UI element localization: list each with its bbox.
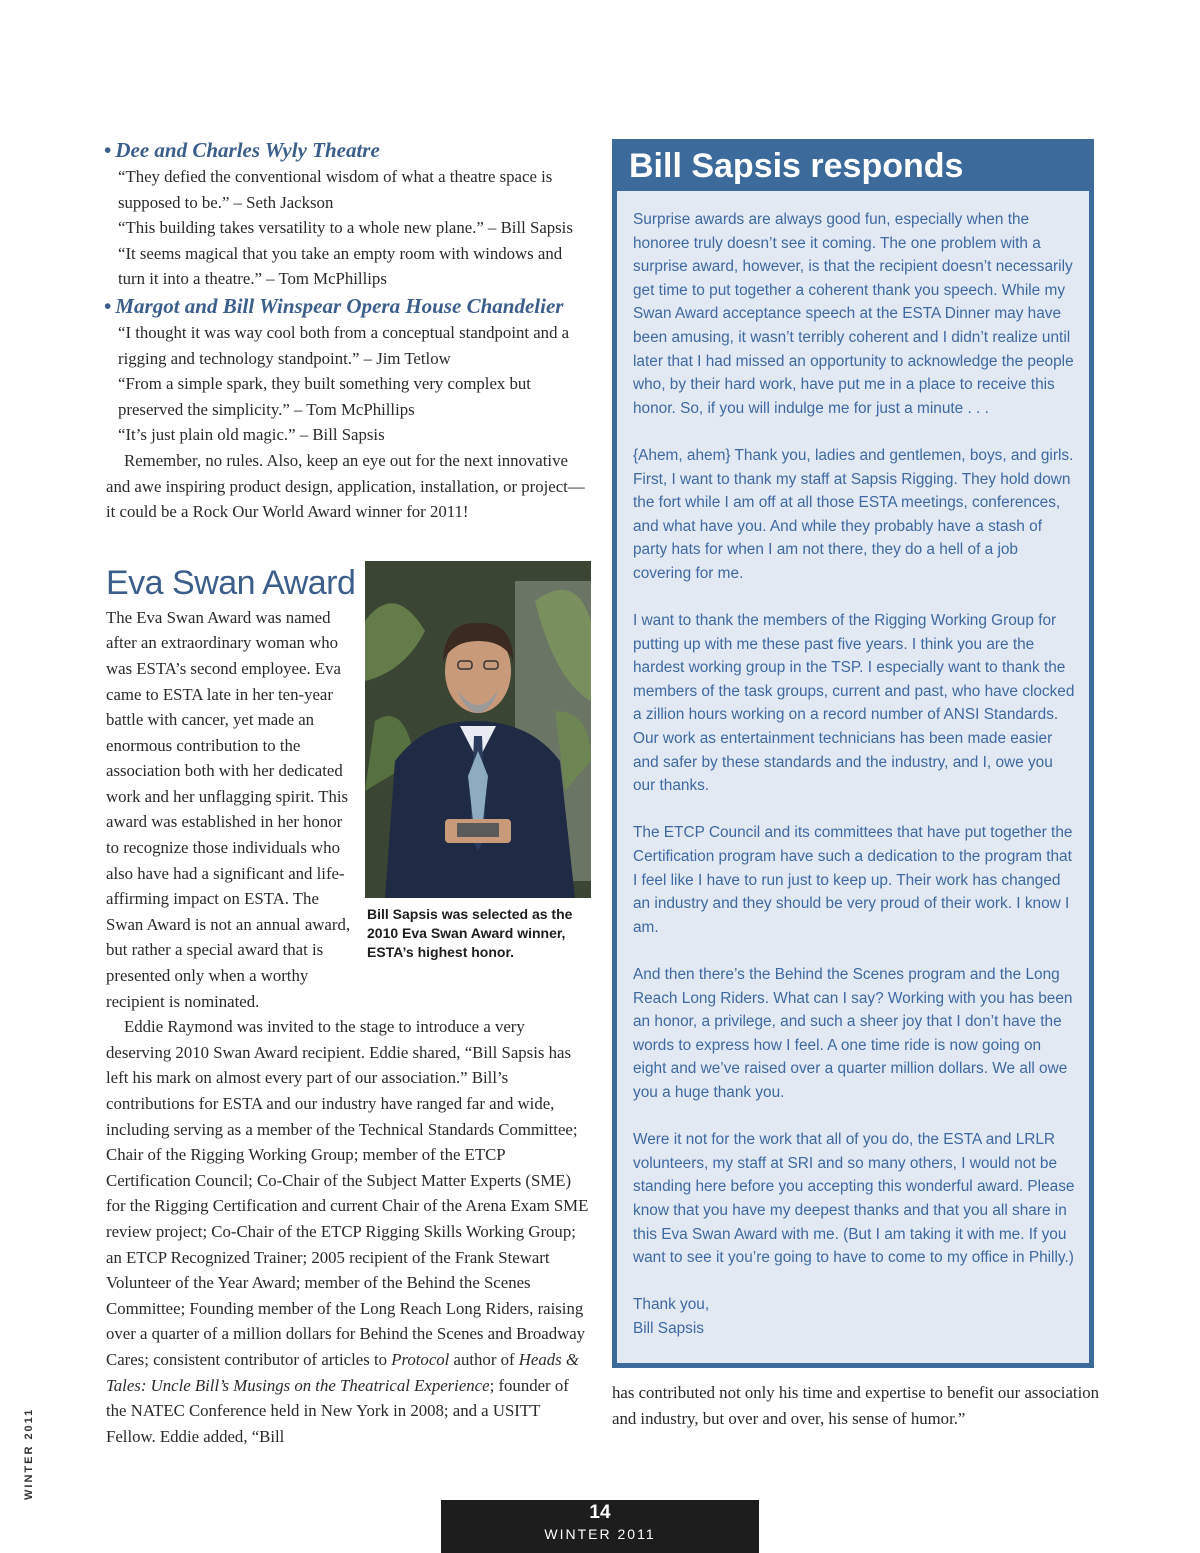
sidebar-body [617, 191, 1089, 1363]
sidebar-paragraph: Were it not for the work that all of you do, the ESTA and LRLR volunteers, my staff at SRI and so many others, I would not be standing here before you accepting this wonderful award. Please know that you have my deepest thanks and that you all share in this Eva Swan Award with me. (But I am taking it with me. If you want to see it you’re going to have to come to my office in Philly.) [633, 1131, 1075, 1267]
photo-figure [365, 561, 591, 962]
photo-caption: Bill Sapsis was selected as the 2010 Eva Swan Award winner, ESTA’s highest honor. [367, 905, 573, 960]
closing-paragraph: Remember, no rules. Also, keep an eye out for the next innovative and awe inspiring product design, application, installation, or project—it could be a Rock Our World Award winner for 2011! [106, 450, 585, 522]
sidebar-paragraph: Surprise awards are always good fun, especially when the honoree truly doesn’t see it coming. The one problem with a surprise award, however, is that the recipient doesn’t necessarily get time to put together a coherent thank you speech. While my Swan Award acceptance speech at the ESTA Dinner may have been amusing, it wasn’t terribly coherent and I didn’t realize until later that I had missed an opportunity to acknowledge the people who, by their hard work, have put me in a place to receive this honor. So, if you will indulge me for just a minute . . . [633, 211, 1074, 417]
sidebar-paragraph: I want to thank the members of the Rigging Working Group for putting up with me these past five years. I think you are the hardest working group in the TSP. I especially want to thank the members of the task groups, current and past, who have clocked a zillion hours working on a record number of ANSI Standards. Our work as entertainment technicians has been made easier and safer by these standards and the industry, and I, owe you our thanks. [633, 612, 1075, 795]
bullet-winspear [106, 292, 589, 448]
sidebar-paragraph: The ETCP Council and its committees that have put together the Certification program have such a dedication to the program that I feel like I have to run just to keep up. Their work has changed an industry and they should be very proud of their work. I know I am. [633, 824, 1073, 936]
section-title: Eva Swan Award [106, 563, 356, 602]
quote: “It’s just plain old magic.” – Bill Sapsis [118, 425, 385, 445]
footer-issue: WINTER 2011 [544, 1526, 656, 1542]
left-column [106, 136, 589, 1449]
eddie-paragraph: Eddie Raymond was invited to the stage to introduce a very deserving 2010 Swan Award recipient. Eddie shared, “Bill Sapsis has left his mark on almost every part of our association.” Bill’s contributions for ESTA and our industry have ranged far and wide, including serving as a member of the Technical Standards Committee; Chair of the Rigging Working Group; member of the ETCP Certification Council; Co-Chair of the Subject Matter Experts (SME) for the Rigging Certification and current Chair of the Arena Exam SME review project; Co-Chair of the ETCP Rigging Skills Working Group; an ETCP Recognized Trainer; 2005 recipient of the Frank Stewart Volunteer of the Year Award; member of the Behind the Scenes Committee; Founding member of the Long Reach Long Riders, raising over a quarter of a million dollars for Behind the Scenes and Broadway Cares; consistent contributor of articles to Protocol author of Heads & Tales: Uncle Bill’s Musings on the Theatrical Experience; founder of the NATEC Conference held in New York in 2008; and a USITT Fellow. Eddie added, “Bill [106, 1017, 589, 1446]
quote: “I thought it was way cool both from a conceptual standpoint and a rigging and technology standpoint.” – Jim Tetlow [118, 322, 570, 368]
vertical-issue-label: WINTER 2011 [23, 1407, 35, 1500]
sidebar-paragraph: And then there’s the Behind the Scenes program and the Long Reach Long Riders. What can I say? Working with you has been an honor, a privilege, and such a sheer joy that I don’t have the words to express how I feel. A one time ride is now going on eight and we’ve raised over a quarter million dollars. We all owe you a huge thank you. [633, 966, 1073, 1101]
bullet-heading: • Dee and Charles Wyly Theatre [104, 138, 380, 162]
sidebar-signoff: Thank you, [633, 1296, 710, 1314]
sidebar-paragraph: {Ahem, ahem} Thank you, ladies and gentlemen, boys, and girls. First, I want to thank my staff at Sapsis Rigging. They hold down the fort while I am off at all those ESTA meetings, conferences, and what have you. And while they probably have a stash of party hats for when I am not there, they do a hell of a job covering for me. [633, 446, 1074, 582]
sidebar-title: Bill Sapsis responds [629, 147, 964, 185]
quote: “From a simple spark, they built something very complex but preserved the simplicity.” – Tom McPhillips [118, 374, 531, 419]
continuation-text: has contributed not only his time and expertise to benefit our association and industry, but over and over, his sense of humor.” [612, 1383, 1100, 1428]
quote: “They defied the conventional wisdom of what a theatre space is supposed to be.” – Seth Jackson [118, 167, 553, 212]
page-footer [441, 1500, 759, 1553]
page-number: 14 [589, 1502, 611, 1523]
bullet-heading: • Margot and Bill Winspear Opera House Chandelier [104, 293, 564, 318]
award-paragraph: The Eva Swan Award was named after an extraordinary woman who was ESTA’s second employee. Eva came to ESTA late in her ten-year battle with cancer, yet made an enormous contribution to the association both with her dedicated work and her unflagging spirit. This award was established in her honor to recognize those individuals who also have had a significant and life-affirming impact on ESTA. The Swan Award is not an annual award, but rather a special award that is presented only when a worthy recipient is nominated. [106, 607, 351, 1011]
bullet-wyly [106, 136, 589, 292]
award-photo [365, 561, 591, 898]
quote: “It seems magical that you take an empty room with windows and turn it into a theatre.” – Tom McPhillips [118, 243, 563, 289]
quote: “This building takes versatility to a whole new plane.” – Bill Sapsis [118, 218, 573, 238]
sidebar-signature: Bill Sapsis [633, 1319, 704, 1337]
sidebar-box [612, 139, 1094, 1368]
